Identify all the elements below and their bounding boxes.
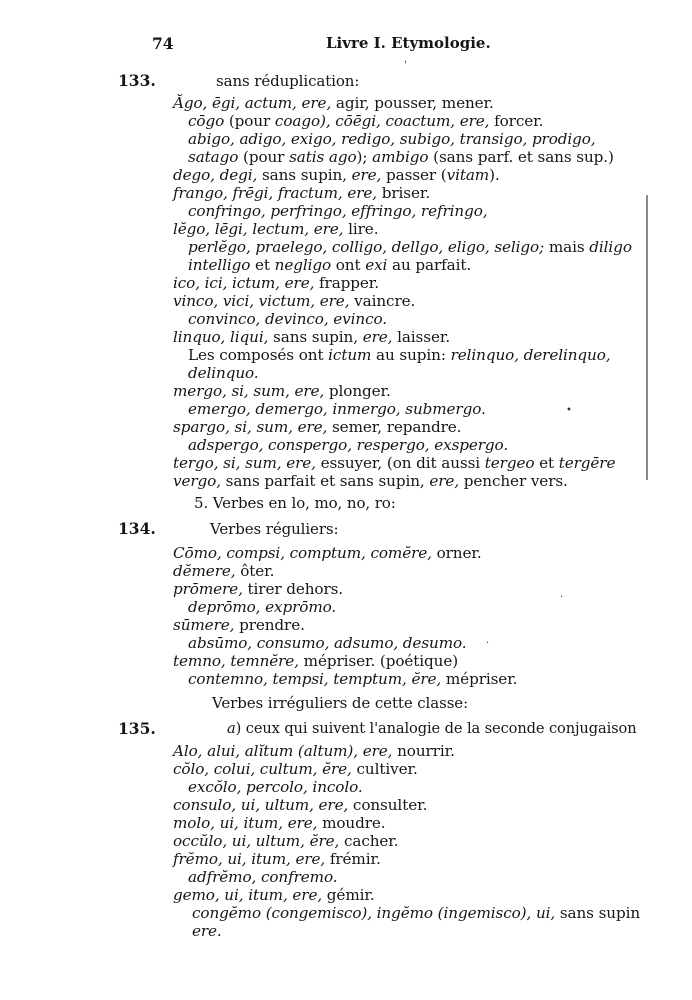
text-line: deprōmo, exprōmo. — [188, 598, 337, 616]
text-line: linquo, liqui, sans supin, ere, laisser. — [173, 328, 451, 346]
text-line: Les composés ont ictum au supin: relinquo, derelinquo, — [188, 346, 611, 364]
text-line: spargo, si, sum, ere, semer, repandre. — [173, 418, 462, 436]
text-line: ico, ici, ictum, ere, frapper. — [173, 274, 380, 292]
text-line: mergo, si, sum, ere, plonger. — [173, 382, 391, 400]
text-line: vinco, vici, victum, ere, vaincre. — [173, 292, 416, 310]
text-line: consulo, ui, ultum, ere, consulter. — [173, 796, 428, 814]
text-line: vergo, sans parfait et sans supin, ere, pencher vers. — [173, 472, 568, 490]
text-line: tergo, si, sum, ere, essuyer, (on dit aussi tergeo et tergēre — [173, 454, 616, 472]
text-line: a) ceux qui suivent l'analogie de la seconde conjugaison — [227, 720, 637, 737]
ink-speck: · — [486, 638, 490, 649]
running-title: Livre I. Etymologie. — [326, 34, 491, 52]
text-line: delinquo. — [188, 364, 259, 382]
text-line: dĕmere, ôter. — [173, 562, 275, 580]
text-line: Alo, alui, alĭtum (altum), ere, nourrir. — [173, 742, 455, 760]
text-line: frango, frēgi, fractum, ere, briser. — [173, 184, 431, 202]
subsection-heading: 5. Verbes en lo, mo, no, ro: — [194, 494, 396, 512]
text-line: contemno, tempsi, temptum, ĕre, mépriser. — [188, 670, 518, 688]
text-line: temno, temnĕre, mépriser. (poétique) — [173, 652, 459, 670]
text-line: congĕmo (congemisco), ingĕmo (ingemisco), ui, sans supin — [192, 904, 641, 922]
text-line: intelligo et negligo ont exi au parfait. — [188, 256, 472, 274]
text-line: lĕgo, lēgi, lectum, ere, lire. — [173, 220, 379, 238]
text-line: ere. — [192, 922, 222, 940]
ink-speck: ' — [404, 60, 407, 71]
text-line: convinco, devinco, evinco. — [188, 310, 388, 328]
text-line: perlĕgo, praelego, colligo, dellgo, eligo, seligo; mais diligo — [188, 238, 632, 256]
section-heading: Verbes réguliers: — [210, 520, 339, 538]
text-line: abigo, adigo, exigo, redigo, subigo, transigo, prodigo, — [188, 130, 596, 148]
text-line: sūmere, prendre. — [173, 616, 305, 634]
text-line: prōmere, tirer dehors. — [173, 580, 344, 598]
text-line: confringo, perfringo, effringo, refringo, — [188, 202, 488, 220]
text-line: satago (pour satis ago); ambigo (sans parf. et sans sup.) — [188, 148, 614, 166]
page-edge-line — [646, 195, 648, 480]
text-line: adfrĕmo, confremo. — [188, 868, 338, 886]
text-line: absūmo, consumo, adsumo, desumo. — [188, 634, 467, 652]
page-number: 74 — [152, 34, 174, 53]
text-line: gemo, ui, itum, ere, gémir. — [173, 886, 375, 904]
text-line: excŏlo, percolo, incolo. — [188, 778, 363, 796]
subsection-heading: Verbes irréguliers de cette classe: — [212, 694, 469, 712]
text-line: molo, ui, itum, ere, moudre. — [173, 814, 386, 832]
text-line: dego, degi, sans supin, ere, passer (vitam). — [173, 166, 500, 184]
section-number: 134. — [118, 519, 156, 538]
text-line: Ăgo, ēgi, actum, ere, agir, pousser, mener. — [173, 94, 494, 112]
text-line: occŭlo, ui, ultum, ĕre, cacher. — [173, 832, 399, 850]
text-line: cŏlo, colui, cultum, ĕre, cultiver. — [173, 760, 418, 778]
section-heading: sans réduplication: — [216, 72, 360, 90]
text-line: Cōmo, compsi, comptum, comĕre, orner. — [173, 544, 482, 562]
ink-speck: · — [560, 592, 564, 603]
text-line: emergo, demergo, inmergo, submergo. — [188, 400, 486, 418]
ink-speck: • — [566, 405, 572, 416]
text-line: cōgo (pour coago), cōēgi, coactum, ere, forcer. — [188, 112, 544, 130]
section-number: 135. — [118, 719, 156, 738]
section-number: 133. — [118, 71, 156, 90]
text-line: adspergo, conspergo, respergo, exspergo. — [188, 436, 509, 454]
text-line: frĕmo, ui, itum, ere, frémir. — [173, 850, 381, 868]
